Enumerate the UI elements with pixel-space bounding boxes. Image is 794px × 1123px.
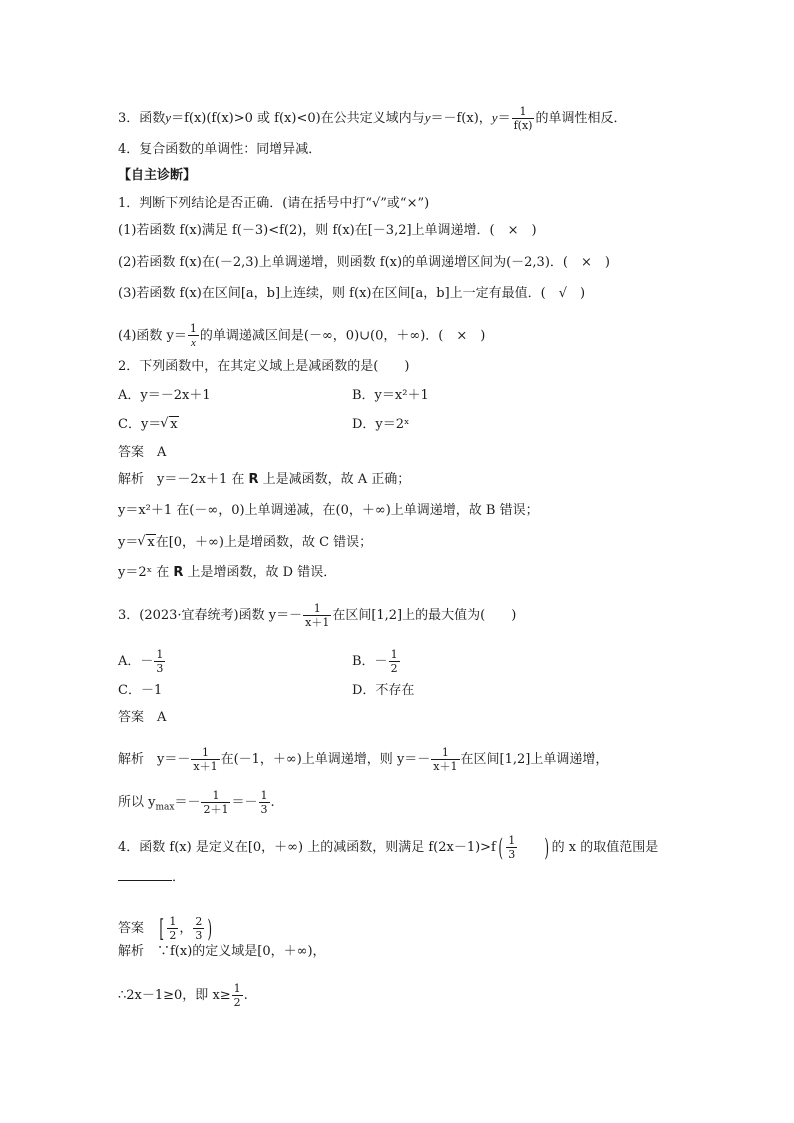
fraction: [201, 789, 230, 816]
var-y: y: [165, 110, 172, 125]
numerator: 1: [512, 105, 535, 119]
fraction: [167, 915, 178, 942]
q1-stem: 1．判断下列结论是否正确．(请在括号中打“√”或“×”): [118, 196, 430, 211]
text: 的单调性相反．: [535, 111, 627, 126]
text: 在区间[1,2]上的最大值为( ): [332, 608, 517, 623]
q2-explanation-4: [118, 564, 336, 582]
answer-blank: [118, 868, 172, 881]
reals-symbol: R: [248, 472, 259, 487]
fraction: [389, 648, 400, 675]
text: 上是增函数，故 D 错误．: [183, 565, 337, 580]
numerator: 1: [191, 746, 219, 760]
fraction: [188, 322, 199, 350]
q2-option-d: D．y＝2ˣ: [352, 417, 410, 432]
fraction: [431, 746, 459, 773]
q1-item-4: [118, 322, 485, 350]
right-paren: ): [544, 833, 550, 862]
sqrt: [161, 416, 178, 434]
text: ＝－: [430, 111, 457, 126]
text: 解析 y＝－2x＋1 在: [118, 472, 249, 487]
denominator: 3: [508, 848, 516, 861]
q4-explanation-1: 解析 ∵f(x)的定义域是[0，＋∞)，: [118, 944, 326, 959]
left-paren: (: [498, 833, 503, 862]
reals-symbol: R: [173, 565, 184, 580]
numerator: 1: [508, 834, 516, 847]
q4-stem: [118, 834, 658, 861]
denominator: x: [190, 337, 196, 349]
text: f(x)(f(x)>0 或 f(x)<0)在公共定义域内与: [184, 111, 425, 126]
denominator: 2: [169, 929, 177, 942]
var-y: y: [491, 110, 498, 125]
q3-option-b: [352, 648, 401, 675]
q2-stem: 2．下列函数中，在其定义域上是减函数的是( ): [118, 359, 410, 374]
text: ＝－: [231, 795, 258, 810]
numerator: 1: [156, 648, 164, 661]
text: ＝: [497, 111, 511, 126]
text: ∴2x－1≥0，即 x≥: [118, 988, 231, 1003]
denominator: 2＋1: [203, 803, 229, 816]
text: C．y＝: [118, 417, 162, 432]
q2-option-c: [118, 416, 179, 434]
text: ，: [179, 921, 193, 936]
text: 所以 y: [118, 795, 156, 810]
text: 的单调递减区间是(－∞，0)∪(0，＋∞)．( × ): [199, 328, 486, 344]
subscript: max: [155, 802, 175, 813]
q4-answer: [118, 915, 215, 942]
numerator: 1: [260, 789, 268, 802]
q4-blank-line: [118, 868, 185, 887]
denominator: 3: [195, 929, 203, 942]
text: y＝2ˣ 在: [118, 565, 174, 580]
q2-answer: 答案 A: [118, 445, 167, 460]
text: (4)函数 y＝: [118, 328, 187, 344]
q3-explanation-1: [118, 746, 608, 773]
text: A．－: [118, 654, 154, 669]
q1-item-1: (1)若函数 f(x)满足 f(－3)<f(2)，则 f(x)在[－3,2]上单调递增．( × ): [118, 223, 537, 238]
q2-explanation-1: [118, 471, 410, 489]
text: 3．(2023·宜春统考)函数 y＝－: [118, 608, 303, 623]
q3-option-c: C．－1: [118, 683, 163, 698]
text: 的 x 的取值范围是: [551, 840, 659, 855]
fraction: [154, 648, 165, 675]
text: ．: [172, 870, 186, 885]
fraction: [259, 789, 270, 816]
numerator: 1: [189, 322, 197, 335]
fraction: [232, 982, 243, 1009]
numerator: 1: [390, 648, 398, 661]
text: 3．函数: [118, 111, 166, 126]
fraction: [191, 746, 219, 773]
point-4-composite: 4．复合函数的单调性：同增异减．: [118, 142, 322, 157]
var-y: y: [424, 110, 431, 125]
text: .: [243, 988, 248, 1003]
left-bracket: [: [159, 914, 165, 943]
radicand: x: [170, 417, 178, 432]
fraction: [303, 602, 331, 629]
denominator: x＋1: [305, 616, 330, 629]
numerator: 1: [233, 982, 241, 995]
fraction: [512, 105, 535, 132]
section-heading: 【自主诊断】: [118, 168, 197, 183]
denominator: 2: [390, 662, 398, 675]
text: 答案: [118, 921, 158, 936]
q1-item-2: (2)若函数 f(x)在(－2,3)上单调递增，则函数 f(x)的单调递增区间为(－2,3)．( × ): [118, 255, 610, 270]
text: .: [270, 795, 275, 810]
denominator: 2: [233, 996, 241, 1009]
text: B．－: [352, 654, 388, 669]
denominator: 3: [156, 662, 164, 675]
text: 解析 y＝－: [118, 752, 191, 767]
radicand: x: [147, 535, 155, 550]
sqrt: [138, 534, 155, 552]
numerator: 1: [431, 746, 459, 760]
q2-option-b: B．y＝x²＋1: [352, 388, 429, 403]
q3-stem: [118, 602, 516, 629]
numerator: 1: [169, 915, 177, 928]
denominator: f(x): [513, 119, 533, 132]
text: ＝－: [174, 795, 201, 810]
fraction: [193, 915, 204, 942]
text: 上是减函数，故 A 正确；: [258, 472, 411, 487]
q3-answer: 答案 A: [118, 710, 167, 725]
text: ＝: [171, 111, 185, 126]
q2-explanation-2: y＝x²＋1 在(－∞，0)上单调递减，在(0，＋∞)上单调递增，故 B 错误；: [118, 503, 539, 518]
q4-explanation-2: [118, 982, 248, 1009]
denominator: x＋1: [433, 760, 458, 773]
q2-explanation-3: [118, 534, 372, 552]
q3-explanation-2: [118, 789, 275, 817]
text: 在(－1，＋∞)上单调递增，则 y＝－: [220, 752, 431, 767]
text: f(x): [456, 111, 479, 126]
q3-option-d: D．不存在: [352, 683, 415, 698]
text: ，: [478, 111, 492, 126]
numerator: 1: [303, 602, 331, 616]
numerator: 1: [201, 789, 230, 803]
q2-option-a: A．y＝－2x＋1: [118, 388, 211, 403]
numerator: 2: [195, 915, 203, 928]
text: 在区间[1,2]上单调递增，: [460, 752, 609, 767]
text: 4．函数 f(x) 是定义在[0，＋∞) 上的减函数，则满足 f(2x－1)>f: [118, 840, 496, 855]
right-paren: ): [207, 914, 213, 943]
text: 在[0，＋∞)上是增函数，故 C 错误；: [155, 535, 373, 550]
text: y＝: [118, 535, 139, 550]
fraction: [506, 834, 517, 861]
point-3-monotonicity: [118, 105, 626, 132]
q1-item-3: (3)若函数 f(x)在区间[a，b]上连续，则 f(x)在区间[a，b]上一定有最值．( √ ): [118, 286, 586, 301]
denominator: x＋1: [193, 760, 218, 773]
denominator: 3: [260, 803, 268, 816]
q3-option-a: [118, 648, 166, 675]
